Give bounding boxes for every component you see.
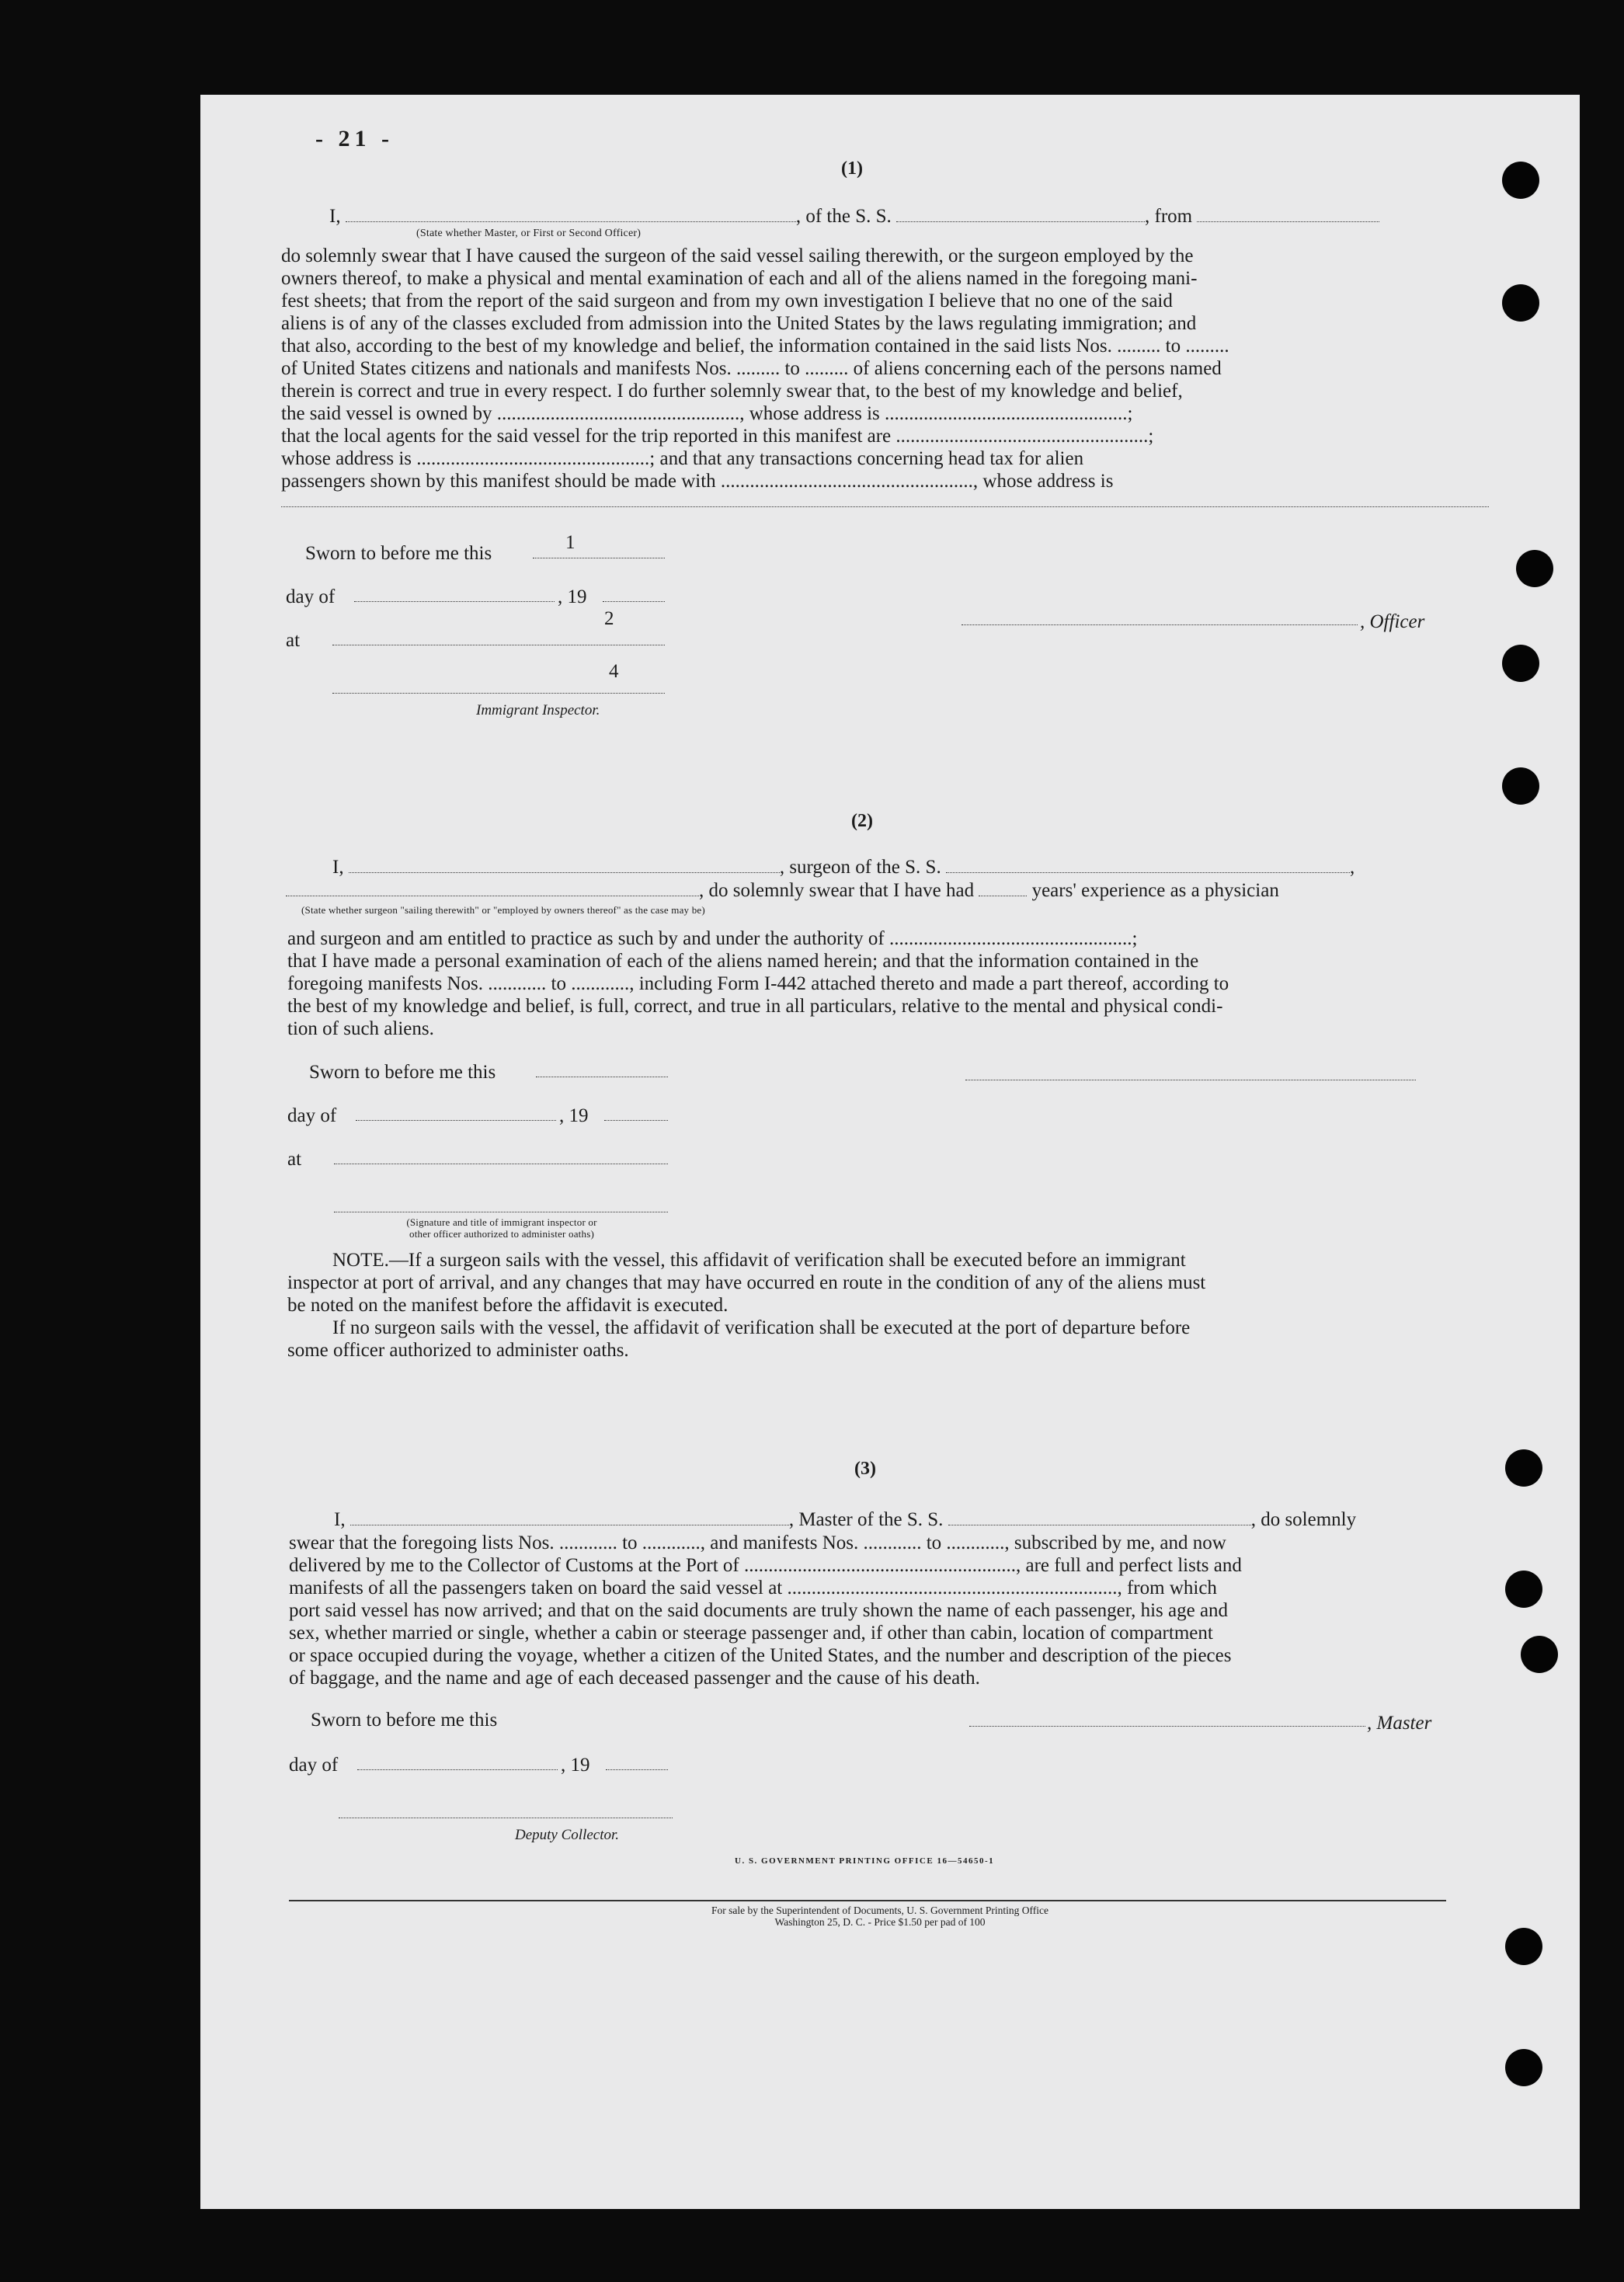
s1-line: owners thereof, to make a physical and mental examination of each and all of the aliens named in the foregoing mani-: [281, 268, 1198, 289]
s2-line: and surgeon and am entitled to practice as such by and under the authority of ..................................................;: [287, 928, 1138, 949]
s1-line: that the local agents for the said vessel for the trip reported in this manifest are ....................................................;: [281, 426, 1154, 447]
s2-i-label: I,: [332, 857, 344, 878]
s3-line: of baggage, and the name and age of each deceased passenger and the cause of his death.: [289, 1668, 980, 1689]
punch-hole: [1505, 2049, 1542, 2086]
footer-line: For sale by the Superintendent of Documents, U. S. Government Printing Office: [711, 1905, 1048, 1916]
s2-sworn-label: Sworn to before me this: [309, 1062, 496, 1083]
s2-vessel-field[interactable]: [946, 857, 1350, 873]
caption-signature-line: (Signature and title of immigrant inspector or: [406, 1216, 597, 1228]
s1-line: the said vessel is owned by .................................................., whose address is ..................................................;: [281, 403, 1133, 424]
section-1-paragraph: [281, 245, 1493, 492]
s3-master-signature-line[interactable]: [969, 1726, 1365, 1727]
s2-years-label: years' experience as a physician: [1031, 880, 1279, 901]
s1-ink-1: 1: [565, 532, 576, 553]
s2-swear-label: , do solemnly swear that I have had: [699, 880, 975, 901]
s1-line: passengers shown by this manifest should be made with ...................................................., whose address is: [281, 471, 1114, 492]
s2-note: [287, 1249, 1491, 1362]
punch-hole: [1516, 550, 1553, 587]
s2-year-field[interactable]: [604, 1120, 668, 1121]
s3-collector-label: Deputy Collector.: [515, 1827, 620, 1843]
s1-of-ss-label: , of the S. S.: [795, 206, 892, 227]
punch-hole: [1502, 162, 1539, 199]
years-field[interactable]: [979, 880, 1027, 896]
s3-sworn-label: Sworn to before me this: [311, 1710, 498, 1731]
section-2-paragraph: [287, 927, 1491, 1040]
s1-sworn-label: Sworn to before me this: [305, 543, 492, 564]
s3-master-label: , Master of the S. S.: [788, 1509, 944, 1530]
s2-line: tion of such aliens.: [287, 1018, 434, 1039]
punch-hole: [1502, 767, 1539, 805]
surgeon-status-field[interactable]: [286, 880, 699, 896]
section-1-first-line: [329, 205, 1379, 228]
s2-day-label: day of: [287, 1105, 337, 1126]
punch-hole: [1505, 1571, 1542, 1608]
s3-first-line: [334, 1508, 1356, 1531]
s3-year-field[interactable]: [606, 1769, 668, 1770]
s2-line: that I have made a personal examination of each of the aliens named herein; and that the information contained in the: [287, 951, 1199, 972]
s3-day-label: day of: [289, 1755, 339, 1776]
s1-line: of United States citizens and nationals and manifests Nos. ......... to ......... of aliens concerning each of the persons named: [281, 358, 1222, 379]
s2-year-label: , 19: [559, 1105, 589, 1126]
caption-signature-line: other officer authorized to administer oaths): [409, 1228, 594, 1240]
s2-day-field[interactable]: [356, 1120, 556, 1121]
from-port-field[interactable]: [1197, 206, 1379, 222]
s1-inspector-signature-line[interactable]: [332, 693, 665, 694]
s3-line: port said vessel has now arrived; and that on the said documents are truly shown the name of each passenger, his age and: [289, 1600, 1229, 1621]
footer-rule: [289, 1900, 1446, 1901]
footer-line: Washington 25, D. C. - Price $1.50 per pad of 100: [774, 1916, 986, 1928]
s1-line: do solemnly swear that I have caused the surgeon of the said vessel sailing therewith, or the surgeon employed by the: [281, 245, 1194, 266]
s1-year-field[interactable]: [603, 601, 665, 602]
s3-i-label: I,: [334, 1509, 346, 1530]
s2-second-line: [286, 879, 1279, 902]
punch-hole: [1505, 1928, 1542, 1965]
s3-year-label: , 19: [561, 1755, 590, 1776]
s3-line: delivered by me to the Collector of Customs at the Port of ........................................................, are full and perfect lists and: [289, 1555, 1242, 1576]
s2-surgeon-label: , surgeon of the S. S.: [779, 857, 941, 878]
s2-line: foregoing manifests Nos. ............ to ............, including Form I-442 attached thereto and made a part thereof, according to: [287, 973, 1229, 994]
footer-text: [589, 1905, 1171, 1928]
section-3-paragraph: [289, 1532, 1493, 1689]
note-line: inspector at port of arrival, and any changes that may have occurred en route in the condition of any of the aliens must: [287, 1272, 1206, 1293]
caption-signature: [339, 1216, 665, 1240]
s1-ink-2: 2: [604, 608, 614, 629]
section-3-heading: (3): [854, 1459, 876, 1479]
s1-year-label: , 19: [558, 586, 587, 607]
s2-line: the best of my knowledge and belief, is full, correct, and true in all particulars, relative to the mental and physical condi-: [287, 996, 1223, 1017]
note-line: some officer authorized to administer oaths.: [287, 1340, 629, 1361]
s3-master-label: , Master: [1367, 1713, 1432, 1734]
s2-at-label: at: [287, 1149, 302, 1170]
punch-hole: [1521, 1636, 1558, 1673]
s2-first-line: I, , surgeon of the S. S. ,: [332, 857, 1355, 878]
printer-line: U. S. GOVERNMENT PRINTING OFFICE 16—54650-1: [735, 1856, 995, 1866]
s1-at-label: at: [286, 630, 301, 651]
note-line: NOTE.—If a surgeon sails with the vessel, this affidavit of verification shall be executed before an immigrant: [332, 1250, 1186, 1271]
s1-day-label: day of: [286, 586, 336, 607]
s3-end-label: , do solemnly: [1250, 1509, 1357, 1530]
bleed-through-mark: [977, 530, 1210, 716]
form-page: [200, 95, 1580, 2209]
s1-inspector-label: Immigrant Inspector.: [476, 702, 600, 718]
punch-hole: [1502, 645, 1539, 682]
s3-line: swear that the foregoing lists Nos. ............ to ............, and manifests Nos. ............ to ............, subscribed by me, and now: [289, 1532, 1226, 1553]
s1-day-field[interactable]: [354, 601, 555, 602]
surgeon-name-field[interactable]: [349, 857, 780, 873]
note-line: be noted on the manifest before the affidavit is executed.: [287, 1295, 729, 1316]
section-1-heading: (1): [841, 158, 863, 179]
punch-hole: [1505, 1449, 1542, 1487]
s3-line: sex, whether married or single, whether a cabin or steerage passenger and, if other than cabin, location of compartment: [289, 1623, 1213, 1644]
punch-hole: [1502, 284, 1539, 322]
s1-line: that also, according to the best of my knowledge and belief, the information contained in the said lists Nos. ......... to .........: [281, 336, 1229, 357]
page-number: - 21 -: [315, 126, 394, 151]
s3-day-field[interactable]: [357, 1769, 558, 1770]
vessel-name-field[interactable]: [896, 206, 1145, 222]
s1-ink-4: 4: [609, 661, 619, 682]
s3-line: manifests of all the passengers taken on board the said vessel at ...................................................................., from which: [289, 1578, 1217, 1598]
s1-line: therein is correct and true in every respect. I do further solemnly swear that, to the best of my knowledge and belief,: [281, 381, 1183, 402]
s3-line: or space occupied during the voyage, whether a citizen of the United States, and the number and description of the pieces: [289, 1645, 1232, 1666]
s1-line: aliens is of any of the classes excluded from admission into the United States by the laws regulating immigration; and: [281, 313, 1197, 334]
officer-name-field[interactable]: [346, 206, 796, 222]
master-name-field[interactable]: [350, 1509, 789, 1525]
s1-officer-label: , Officer: [1360, 611, 1425, 632]
s1-line: fest sheets; that from the report of the said surgeon and from my own investigation I believe that no one of the said: [281, 290, 1173, 311]
caption-officer: (State whether Master, or First or Second Officer): [416, 228, 642, 239]
note-line: If no surgeon sails with the vessel, the affidavit of verification shall be executed at the port of departure before: [332, 1317, 1191, 1338]
s1-continuation-line[interactable]: [281, 506, 1489, 507]
s3-vessel-field[interactable]: [948, 1509, 1251, 1525]
caption-surgeon: (State whether surgeon "sailing therewith" or "employed by owners thereof" as the case may be): [301, 904, 705, 916]
s1-line: whose address is ................................................; and that any transactions concerning head tax for alien: [281, 448, 1084, 469]
s1-from-label: , from: [1145, 206, 1193, 227]
section-2-heading: (2): [851, 811, 873, 831]
s1-i-label: I,: [329, 206, 341, 227]
